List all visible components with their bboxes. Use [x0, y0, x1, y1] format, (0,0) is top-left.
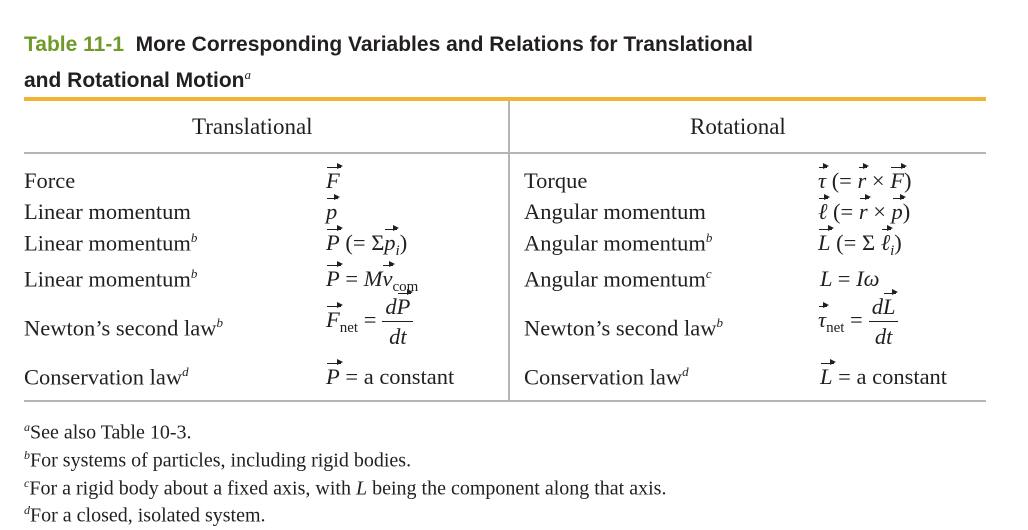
footnote-mark: a: [244, 67, 251, 82]
row-4-rotational-symbol: L = Iω: [820, 266, 880, 291]
row-6-translational-symbol: P = a constant: [326, 364, 455, 389]
row-6-rotational-name: Conservation law$^d$: [524, 364, 689, 390]
row-2-translational-name: Linear momentum: [24, 199, 191, 224]
table-caption: [24, 30, 753, 96]
header-translational: Translational: [192, 114, 313, 139]
row-4-translational-name: Linear momentum$^b$: [24, 266, 198, 292]
row-2-translational-symbol: p: [326, 199, 338, 224]
footnote-d: $^d$For a closed, isolated system.: [24, 503, 266, 527]
footnote-b: $^b$For systems of particles, including rigid bodies.: [24, 448, 412, 472]
row-3-rotational-symbol: L (= Σ ℓ$_i$): [818, 230, 902, 259]
row-3-translational-name: Linear momentum$^b$: [24, 230, 198, 256]
row-1-translational-symbol: F: [326, 168, 340, 193]
footnote-a: $^a$See also Table 10-3.: [24, 420, 192, 444]
row-1-rotational-name: Torque: [524, 168, 588, 193]
row-6-translational-name: Conservation law$^d$: [24, 364, 189, 390]
row-6-rotational-symbol: L = a constant: [820, 364, 948, 389]
row-3-rotational-name: Angular momentum$^b$: [524, 230, 713, 256]
row-5-rotational-name: Newton’s second law$^b$: [524, 315, 723, 341]
column-divider: [508, 101, 510, 400]
row-4-rotational-name: Angular momentum$^c$: [524, 266, 712, 292]
row-4-translational-symbol: $P = Mv_{com}$: [326, 266, 419, 295]
table-label: Table 11-1: [24, 33, 124, 56]
footnote-c: $^c$For a rigid body about a fixed axis, with L being the component along that axis.: [24, 476, 667, 500]
row-5-translational-name: Newton’s second law$^b$: [24, 315, 223, 341]
row-3-translational-symbol: P (= $\Sigma p_i$): [326, 230, 408, 259]
bottom-rule: [24, 400, 986, 402]
top-rule: [24, 97, 986, 101]
row-5-translational-symbol: $F_{net}$ = $\frac{dP}{dt}$: [326, 294, 413, 350]
row-1-translational-name: Force: [24, 168, 76, 193]
row-5-rotational-symbol: $\tau_{net}$ = $\frac{dL}{dt}$: [818, 294, 898, 350]
row-2-rotational-symbol: ℓ (= r × p): [818, 199, 911, 224]
row-2-rotational-name: Angular momentum: [524, 199, 706, 224]
row-1-rotational-symbol: τ (= r × F): [818, 168, 912, 193]
header-rotational: Rotational: [690, 114, 786, 139]
table-title-line2: and Rotational Motion: [24, 69, 245, 92]
header-rule: [24, 152, 986, 154]
table-title: More Corresponding Variables and Relations for Translational: [135, 33, 753, 56]
